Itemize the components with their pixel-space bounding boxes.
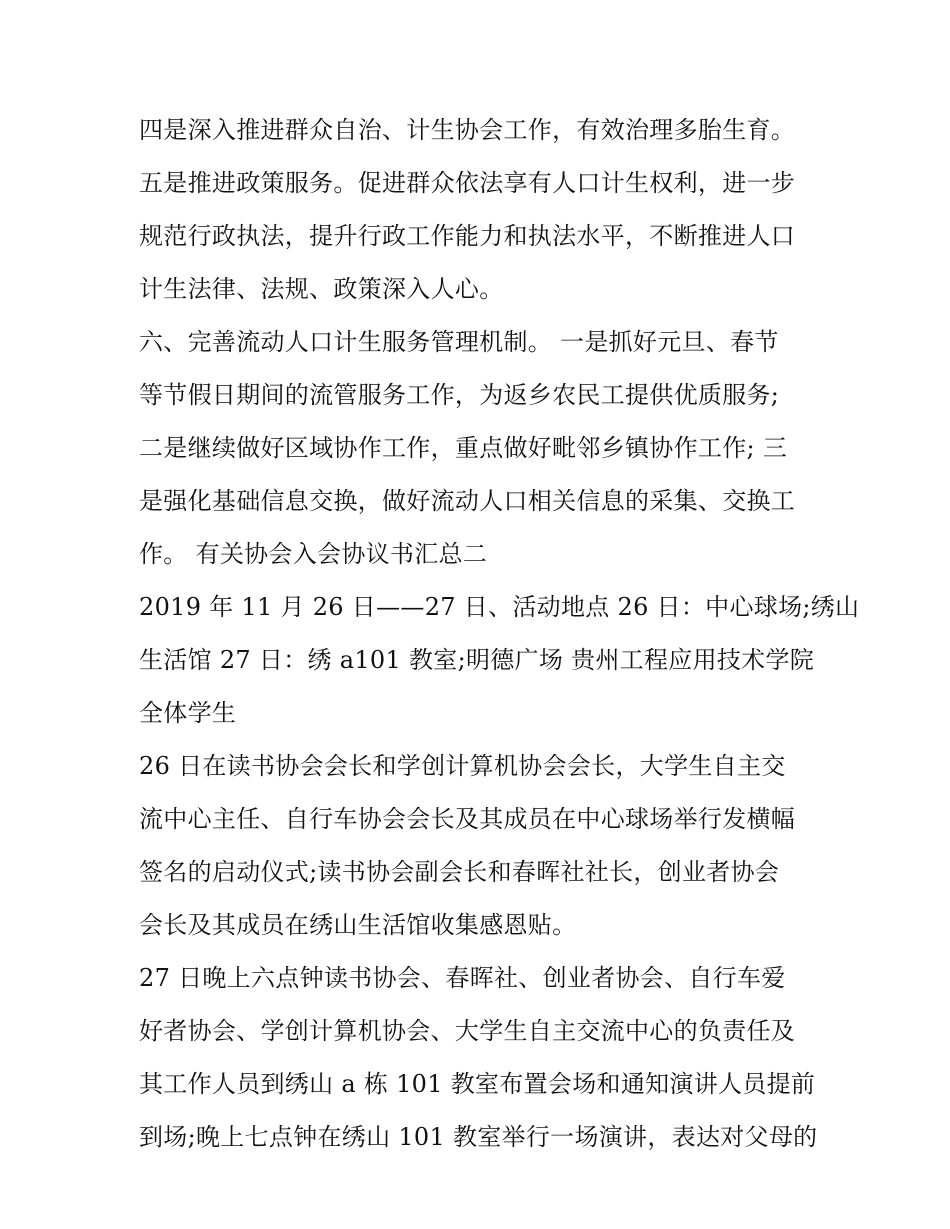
text-line: 全体学生 [139, 699, 237, 727]
text-line: 好者协会、学创计算机协会、大学生自主交流中心的负责任及 [139, 1017, 796, 1045]
text-line: 生活馆 27 日：绣 a101 教室;明德广场 贵州工程应用技术学院 [139, 646, 815, 674]
text-line: 26 日在读书协会会长和学创计算机协会会长，大学生自主交 [139, 752, 786, 780]
text-line: 2019 年 11 月 26 日——27 日、活动地点 26 日：中心球场;绣山 [139, 593, 860, 621]
text-line: 流中心主任、自行车协会会长及其成员在中心球场举行发横幅 [139, 805, 796, 833]
text-line: 到场;晚上七点钟在绣山 101 教室举行一场演讲，表达对父母的 [139, 1123, 818, 1151]
text-line: 会长及其成员在绣山生活馆收集感恩贴。 [139, 911, 577, 939]
text-line: 六、完善流动人口计生服务管理机制。 一是抓好元旦、春节 [139, 328, 779, 356]
text-line: 二是继续做好区域协作工作，重点做好毗邻乡镇协作工作; 三 [139, 434, 788, 462]
text-line: 等节假日期间的流管服务工作，为返乡农民工提供优质服务; [139, 381, 780, 409]
document-body [139, 108, 860, 1168]
text-line: 规范行政执法，提升行政工作能力和执法水平，不断推进人口 [139, 222, 796, 250]
text-line: 签名的启动仪式;读书协会副会长和春晖社社长，创业者协会 [139, 858, 780, 886]
text-line: 27 日晚上六点钟读书协会、春晖社、创业者协会、自行车爱 [139, 964, 786, 992]
text-line: 五是推进政策服务。促进群众依法享有人口计生权利，进一步 [139, 169, 796, 197]
text-line: 其工作人员到绣山 a 栋 101 教室布置会场和通知演讲人员提前 [139, 1070, 816, 1098]
text-line: 计生法律、法规、政策深入人心。 [139, 275, 504, 303]
text-line: 作。 有关协会入会协议书汇总二 [139, 540, 488, 568]
text-line: 是强化基础信息交换，做好流动人口相关信息的采集、交换工 [139, 487, 796, 515]
text-line: 四是深入推进群众自治、计生协会工作，有效治理多胎生育。 [139, 116, 796, 144]
